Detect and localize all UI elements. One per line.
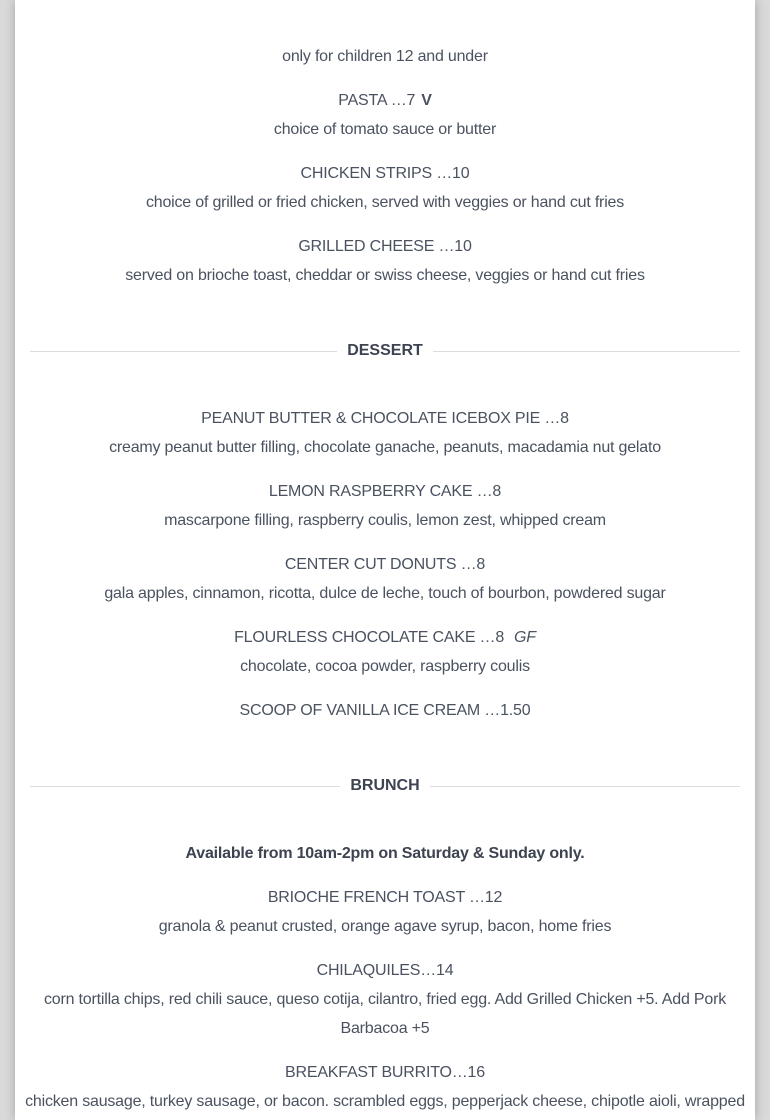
item-description: choice of grilled or fried chicken, served with veggies or hand cut fries: [145, 194, 625, 211]
brunch-availability-notice: Available from 10am-2pm on Saturday & Sunday only.: [185, 845, 585, 862]
item-description: gala apples, cinnamon, ricotta, dulce de leche, touch of bourbon, powdered sugar: [104, 585, 666, 602]
item-description: corn tortilla chips, red chili sauce, queso cotija, cilantro, fried egg. Add Grilled Chicken +5. Add Pork Barbacoa +5: [43, 991, 727, 1037]
item-name: GRILLED CHEESE …10: [298, 238, 472, 255]
menu-item-title: [15, 90, 755, 112]
item-description: mascarpone filling, raspberry coulis, lemon zest, whipped cream: [164, 512, 606, 529]
item-name: CENTER CUT DONUTS …8: [284, 556, 486, 573]
item-description: chocolate, cocoa powder, raspberry coulis: [240, 658, 530, 675]
item-description: chicken sausage, turkey sausage, or bacon. scrambled eggs, pepperjack cheese, chipotle aioli, wrapped: [25, 1093, 745, 1110]
item-description: served on brioche toast, cheddar or swiss cheese, veggies or hand cut fries: [125, 267, 645, 284]
item-description: creamy peanut butter filling, chocolate ganache, peanuts, macadamia nut gelato: [109, 439, 661, 456]
kids-note: only for children 12 and under: [282, 48, 488, 65]
item-name: CHILAQUILES…14: [316, 962, 454, 979]
item-name: PASTA …7: [338, 92, 416, 109]
section-title: BRUNCH: [350, 777, 420, 794]
item-name: FLOURLESS CHOCOLATE CAKE …8: [234, 629, 505, 646]
item-name: BREAKFAST BURRITO…16: [285, 1064, 485, 1081]
menu-item-title: [15, 627, 755, 649]
item-name: PEANUT BUTTER & CHOCOLATE ICEBOX PIE …8: [201, 410, 569, 427]
section-title: DESSERT: [347, 342, 423, 359]
item-name: SCOOP OF VANILLA ICE CREAM …1.50: [239, 702, 531, 719]
menu-page: [15, 0, 755, 1120]
item-name: LEMON RASPBERRY CAKE …8: [268, 483, 502, 500]
gluten-free-tag: GF: [514, 629, 536, 646]
vegetarian-tag: V: [421, 92, 432, 109]
item-name: CHICKEN STRIPS …10: [300, 165, 470, 182]
item-description: granola & peanut crusted, orange agave syrup, bacon, home fries: [158, 918, 612, 935]
item-description: choice of tomato sauce or butter: [273, 121, 497, 138]
item-name: BRIOCHE FRENCH TOAST …12: [267, 889, 503, 906]
section-header-brunch: [30, 774, 740, 798]
section-header-dessert: [30, 339, 740, 363]
